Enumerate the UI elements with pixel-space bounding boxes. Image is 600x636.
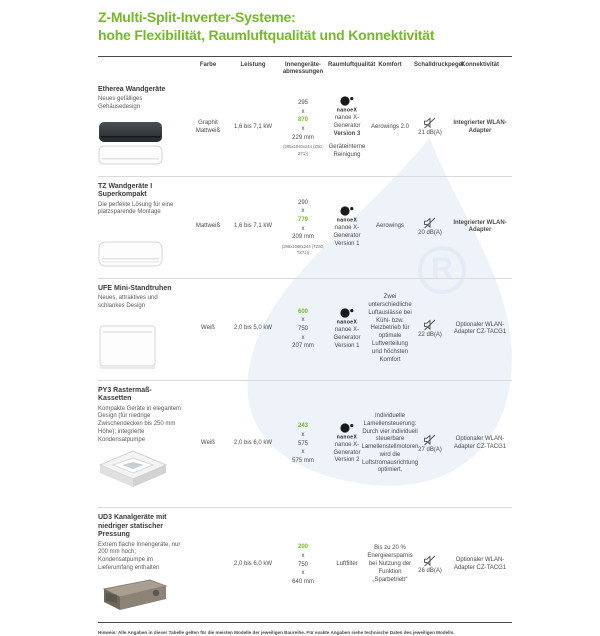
product-cell: [98, 279, 190, 380]
column-header-leistung: Leistung: [240, 61, 266, 68]
wall-unit-white-icon: [98, 241, 164, 269]
comfort-cell: Zwei unterschiedliche Luftauslässe bei Kühl- bzw. Heizbetrieb für optimale Luftverteilung und höchsten Komfort: [368, 294, 412, 363]
product-description: Die perfekte Lösung für eine platzsparende Montage: [98, 201, 174, 216]
sound-level: 27 dB(A): [418, 446, 442, 453]
comfort-cell: Aerowings: [375, 223, 404, 230]
dim-height-highlight: 600: [297, 308, 308, 315]
power-cell: 1,6 bis 7,1 kW: [233, 123, 272, 130]
product-image-py3: [98, 445, 168, 503]
wall-unit-graphite-icon: [98, 121, 164, 167]
connectivity-cell: Integrierter WLAN-Adapter: [453, 219, 507, 234]
table-row-tz: [98, 177, 512, 279]
product-description: Neues, attraktives und schlankes Design: [98, 295, 158, 309]
comfort-cell: Aerowings 2.0: [370, 123, 410, 130]
dim-depth: 207 mm: [292, 343, 314, 350]
sound-cell: [412, 279, 448, 380]
dimensions-cell: [280, 279, 326, 380]
air-quality-cell: [326, 508, 368, 621]
dim-depth: 640 mm: [292, 578, 314, 585]
column-header-farbe: Farbe: [199, 61, 217, 68]
duct-unit-icon: [98, 577, 170, 613]
power-cell: 2,0 bis 5,0 kW: [233, 325, 272, 332]
sound-cell: [412, 177, 448, 278]
product-name: PY3 Rastermaß-Kassetten: [98, 386, 152, 403]
comfort-cell: Individuelle Lamellensteuerung: Durch vier individuell steuerbare Lamellenstellmotoren wird die Luftstromausrichtung optimiert.: [361, 412, 419, 474]
dim-sep: x: [301, 449, 305, 456]
dim-height: 295: [297, 100, 308, 106]
color-cell: Weiß: [201, 325, 215, 332]
sound-level: 21 dB(A): [418, 130, 442, 137]
dim-depth: 229 mm: [292, 134, 314, 141]
page-title: [98, 0, 512, 45]
dim-height: 290: [297, 199, 308, 206]
quiet-speaker-icon: [423, 217, 437, 229]
quiet-speaker-icon: [423, 117, 437, 129]
product-description: Neues gefälliges Gehäusedesign: [98, 96, 143, 110]
product-image-ud3: [98, 573, 170, 617]
column-header-raumluftqualitaet: Raumluftqualität: [328, 61, 376, 68]
dim-width-highlight: 870: [297, 117, 308, 124]
table-row-ufe: [98, 279, 512, 381]
dim-width: 750: [297, 561, 308, 568]
dim-width: 750: [297, 325, 308, 332]
nanoe-wordmark: nanoeX: [336, 217, 358, 224]
dim-depth: 209 mm: [292, 234, 314, 241]
table-row-py3: [98, 381, 512, 509]
dimensions-cell: [280, 508, 326, 621]
color-cell: Mattweiß: [195, 223, 221, 230]
product-cell: [98, 80, 190, 176]
content-area: [98, 0, 512, 636]
comfort-cell: Bis zu 20 % Energieersparnis bei Nutzung der Funktion „Sparbetrieb“: [367, 545, 413, 583]
sound-level: 22 dB(A): [418, 331, 442, 338]
quiet-speaker-icon: [423, 434, 437, 446]
table-header-row: [98, 57, 512, 80]
product-cell: [98, 508, 190, 621]
air-quality-line1: Luftfilter: [336, 561, 358, 568]
color-cell: [190, 508, 226, 621]
sound-cell: [412, 80, 448, 176]
column-header-komfort: Komfort: [378, 61, 402, 68]
column-header-schalldruckpegel: Schalldruckpegel: [414, 61, 464, 68]
connectivity-cell: Optionaler WLAN-Adapter CZ-TACG1: [453, 321, 507, 336]
title-line-2: hohe Flexibilität, Raumluftqualität und Konnektivität: [98, 26, 435, 43]
dimensions: [292, 308, 314, 351]
nanoe-x-logo-icon: [335, 96, 359, 113]
dimensions-cell: [280, 80, 326, 176]
air-quality-cell: [326, 80, 368, 176]
dim-note: (295x1040x244 (Z50, Z71)): [283, 144, 323, 156]
color-cell: Weiß: [201, 440, 215, 447]
air-quality-extra: Geräteinterne Reinigung: [328, 143, 366, 158]
nanoe-wordmark: nanoeX: [336, 107, 358, 114]
power-cell: 1,6 bis 7,1 kW: [233, 223, 272, 230]
dim-sep: x: [301, 552, 305, 559]
air-quality-line2: Version 1: [334, 240, 360, 247]
air-quality-line1: nanoe X-Generator: [333, 441, 361, 456]
dim-sep: x: [301, 317, 305, 324]
dimensions: [281, 99, 325, 157]
power-cell: 2,0 bis 6,0 kW: [233, 440, 272, 447]
air-quality-line1: nanoe X-Generator: [333, 327, 361, 341]
dim-width: 575: [297, 440, 308, 447]
table-row-etherea: [98, 80, 512, 177]
product-image-etherea: [98, 117, 164, 171]
air-quality-line2: Version 1: [334, 342, 360, 349]
dimensions: [292, 422, 314, 465]
sound-level: 26 dB(A): [418, 567, 442, 574]
dim-sep: x: [301, 570, 305, 577]
product-description: Kompakte Geräte in elegantem Design (für niedrige Zwischendecken bis 250 mm Höhe); integrierte Kondensatpumpe: [98, 405, 182, 443]
air-quality-cell: [326, 279, 368, 380]
quiet-speaker-icon: [423, 555, 437, 567]
dim-height-highlight: 200: [297, 544, 308, 551]
air-quality-line2: Version 3: [333, 130, 361, 137]
footnote: Hinweis: Alle Angaben in dieser Tabelle gelten für die meisten Modelle der jeweiligen Baureihe. Für exakte Angaben siehe technische Daten des jeweiligen Modells.: [98, 629, 455, 635]
nanoe-x-logo-icon: [335, 423, 359, 440]
air-quality-line2: Version 2: [334, 457, 360, 464]
product-image-tz: [98, 237, 164, 273]
connectivity-cell: Optionaler WLAN-Adapter CZ-TACG1: [453, 436, 507, 451]
product-name: Etherea Wandgeräte: [98, 85, 166, 93]
ceiling-cassette-icon: [98, 449, 168, 499]
dimensions: [281, 199, 325, 257]
dim-height-highlight: 243: [297, 423, 308, 430]
dim-sep: x: [301, 126, 305, 133]
table-row-ud3: [98, 508, 512, 622]
air-quality-line1: nanoe X-Generator: [333, 115, 361, 130]
connectivity-cell: Integrierter WLAN-Adapter: [453, 120, 507, 134]
comparison-table: [98, 56, 512, 623]
nanoe-x-logo-icon: [335, 308, 359, 325]
air-quality-cell: [326, 177, 368, 278]
dimensions: [292, 543, 314, 586]
dimensions-cell: [280, 177, 326, 278]
registered-trademark-watermark: R: [418, 246, 466, 294]
dim-sep: x: [301, 108, 305, 115]
dim-depth: 575 mm: [292, 458, 314, 465]
sound-level: 20 dB(A): [418, 229, 442, 236]
nanoe-x-logo-icon: [335, 206, 359, 223]
sound-cell: [412, 508, 448, 621]
product-cell: [98, 177, 190, 278]
dim-sep: x: [301, 432, 305, 439]
quiet-speaker-icon: [423, 319, 437, 331]
sound-cell: [412, 381, 448, 508]
nanoe-wordmark: nanoeX: [336, 434, 358, 441]
dim-width-highlight: 779: [297, 216, 308, 223]
air-quality-line1: nanoe X-Generator: [333, 225, 361, 239]
product-name: TZ Wandgeräte I Superkompakt: [98, 182, 153, 199]
connectivity-cell: Optionaler WLAN-Adapter CZ-TACG1: [453, 557, 507, 571]
dim-sep: x: [301, 208, 305, 215]
product-name: UD3 Kanalgeräte mit niedriger statischer Pressung: [98, 514, 167, 539]
product-image-ufe: [98, 321, 158, 375]
column-header-abmessungen: Innengeräte-abmessungen: [282, 61, 324, 76]
product-cell: [98, 381, 190, 508]
product-description: Extrem flache Innengeräte, nur 200 mm hoch; Kondensatpumpe im Lieferumfang enthalten: [98, 541, 181, 571]
power-cell: 2,0 bis 6,0 kW: [233, 561, 272, 568]
column-header-konnektivitaet: Konnektivität: [460, 61, 499, 68]
floor-console-icon: [98, 325, 158, 371]
nanoe-wordmark: nanoeX: [336, 319, 358, 326]
dim-sep: x: [301, 334, 305, 341]
dim-sep: x: [301, 225, 305, 232]
dim-note: (295x1068x244 (TZ50, TZ71)): [281, 243, 325, 256]
title-line-1: Z-Multi-Split-Inverter-Systeme:: [98, 9, 296, 25]
color-cell: Graphit Mattweiß: [195, 120, 221, 134]
dimensions-cell: [280, 381, 326, 508]
product-name: UFE Mini-Standtruhen: [98, 284, 172, 292]
